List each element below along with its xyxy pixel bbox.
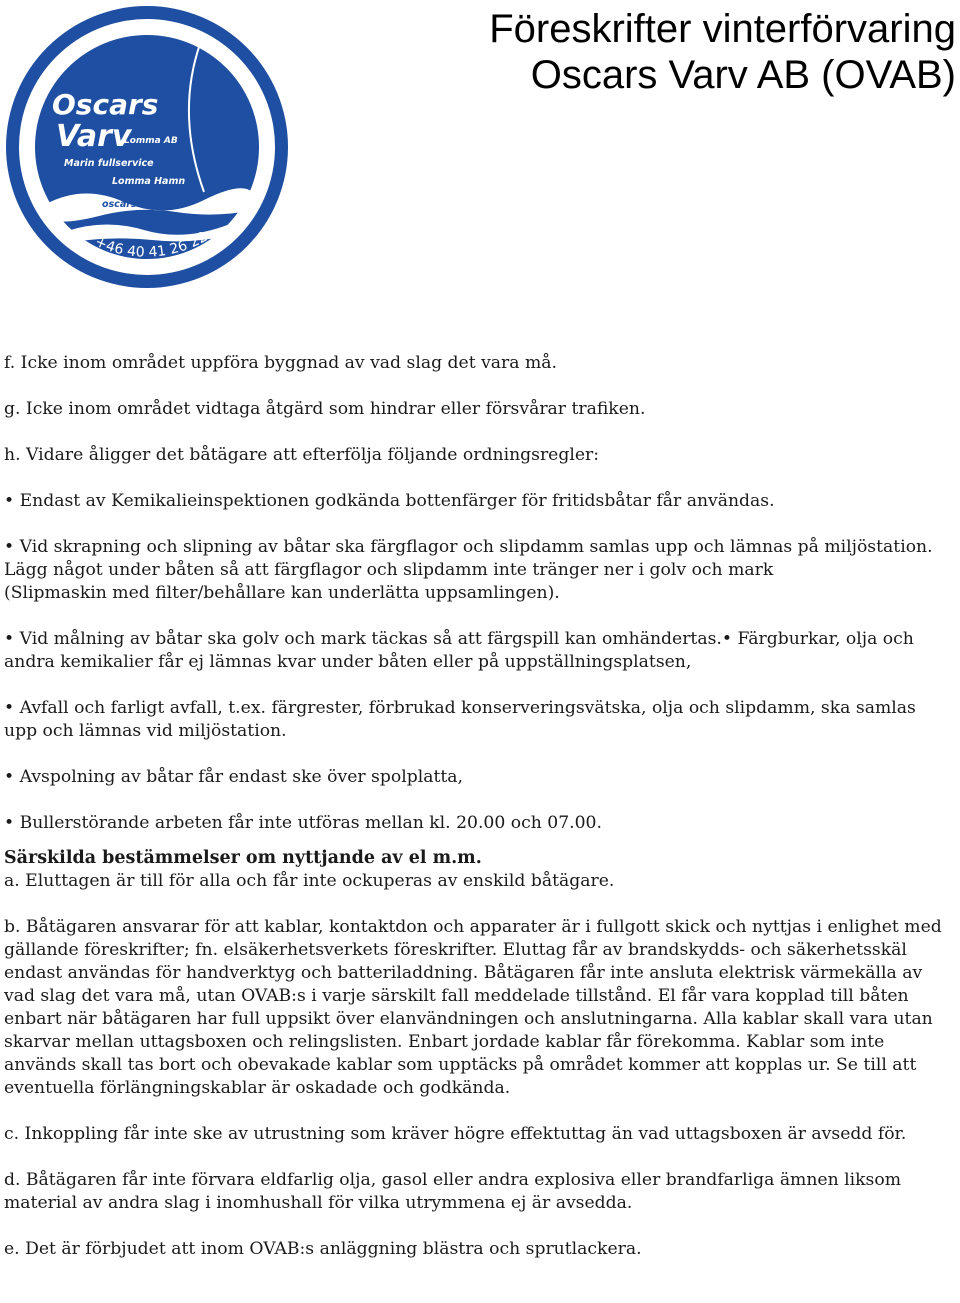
logo-name-line1: Oscars: [52, 88, 159, 121]
document-title: [489, 6, 956, 98]
bullet-noise: • Bullerstörande arbeten får inte utföras mellan kl. 20.00 och 07.00.: [4, 813, 602, 833]
rule-d-line: d. Båtägaren får inte förvara eldfarlig olja, gasol eller andra explosiva eller brandfarliga ämnen liksom: [4, 1170, 902, 1190]
logo-phone: +46 40 41 26 22: [92, 228, 211, 261]
rule-b-line: enbart när båtägaren har full uppsikt över elanvändningen och anslutningarna. Alla kablar skall vara utan: [4, 1009, 933, 1029]
rule-c: c. Inkoppling får inte ske av utrustning som kräver högre effektuttag än vad uttagsboxen är avsedd för.: [4, 1124, 907, 1144]
bullet-scraping-line: • Vid skrapning och slipning av båtar ska färgflagor och slipdamm samlas upp och lämnas på miljöstation.: [4, 537, 933, 557]
logo-tagline-1: Marin fullservice: [64, 158, 154, 169]
rule-b-line: endast användas för handverktyg och batteriladdning. Båtägaren får inte ansluta elektrisk värmekälla av: [4, 963, 923, 983]
rule-b-line: gällande föreskrifter; fn. elsäkerhetsverkets föreskrifter. Eluttag får av brandskydds- och säkerhetsskäl: [4, 940, 907, 960]
bullet-painting-line: andra kemikalier får ej lämnas kvar under båten eller på uppställningsplatsen,: [4, 652, 692, 672]
title-line-2: Oscars Varv AB (OVAB): [530, 53, 956, 97]
rule-b-line: vad slag det vara må, utan OVAB:s i varje särskilt fall meddelade tillstånd. El får vara kopplad till båten: [4, 986, 909, 1006]
bullet-scraping: [4, 536, 956, 605]
bullet-rinsing: • Avspolning av båtar får endast ske över spolplatta,: [4, 767, 463, 787]
title-line-1: Föreskrifter vinterförvaring: [489, 7, 956, 51]
logo-tagline-2: Lomma Hamn: [112, 176, 186, 187]
bullet-scraping-line: (Slipmaskin med filter/behållare kan underlätta uppsamlingen).: [4, 583, 560, 603]
rule-f: f. Icke inom området uppföra byggnad av vad slag det vara må.: [4, 353, 557, 373]
logo-company-suffix: Lomma AB: [124, 136, 178, 146]
rule-a: a. Eluttagen är till för alla och får inte ockuperas av enskild båtägare.: [4, 871, 615, 891]
bullet-scraping-line: Lägg något under båten så att färgflagor och slipdamm inte tränger ner i golv och mark: [4, 560, 774, 580]
document-body: [4, 352, 956, 1261]
bullet-painting-line: • Vid målning av båtar ska golv och mark täckas så att färgspill kan omhändertas.• Färgburkar, olja och: [4, 629, 914, 649]
oscars-varv-logo: [4, 4, 290, 290]
logo-website: oscarsvarv.se: [102, 199, 175, 210]
bullet-painting: [4, 628, 956, 674]
rule-b: [4, 916, 956, 1100]
bullet-bottom-paint: • Endast av Kemikalieinspektionen godkända bottenfärger för fritidsbåtar får användas.: [4, 491, 775, 511]
rule-e: e. Det är förbjudet att inom OVAB:s anläggning blästra och sprutlackera.: [4, 1239, 642, 1259]
rule-d: [4, 1169, 956, 1215]
rule-b-line: används skall tas bort och obevakade kablar som upptäcks på området kommer att kopplas ur. Se till att: [4, 1055, 917, 1075]
rule-b-line: skarvar mellan uttagsboxen och relingslisten. Enbart jordade kablar får förekomma. Kablar som inte: [4, 1032, 885, 1052]
bullet-waste: [4, 697, 956, 743]
rule-b-line: b. Båtägaren ansvarar för att kablar, kontaktdon och apparater är i fullgott skick och nyttjas i enlighet med: [4, 917, 942, 937]
rule-g: g. Icke inom området vidtaga åtgärd som hindrar eller försvårar trafiken.: [4, 399, 646, 419]
section-heading-electricity: Särskilda bestämmelser om nyttjande av el m.m.: [4, 848, 482, 868]
bullet-waste-line: • Avfall och farligt avfall, t.ex. färgrester, förbrukad konserveringsvätska, olja och slipdamm, ska samlas: [4, 698, 916, 718]
rule-h: h. Vidare åligger det båtägare att efterfölja följande ordningsregler:: [4, 445, 600, 465]
rule-b-line: eventuella förlängningskablar är oskadade och godkända.: [4, 1078, 511, 1098]
logo-name-line2: Varv: [56, 119, 132, 154]
rule-d-line: material av andra slag i inomhushall för vilka utrymmena ej är avsedda.: [4, 1193, 633, 1213]
bullet-waste-line: upp och lämnas vid miljöstation.: [4, 721, 287, 741]
